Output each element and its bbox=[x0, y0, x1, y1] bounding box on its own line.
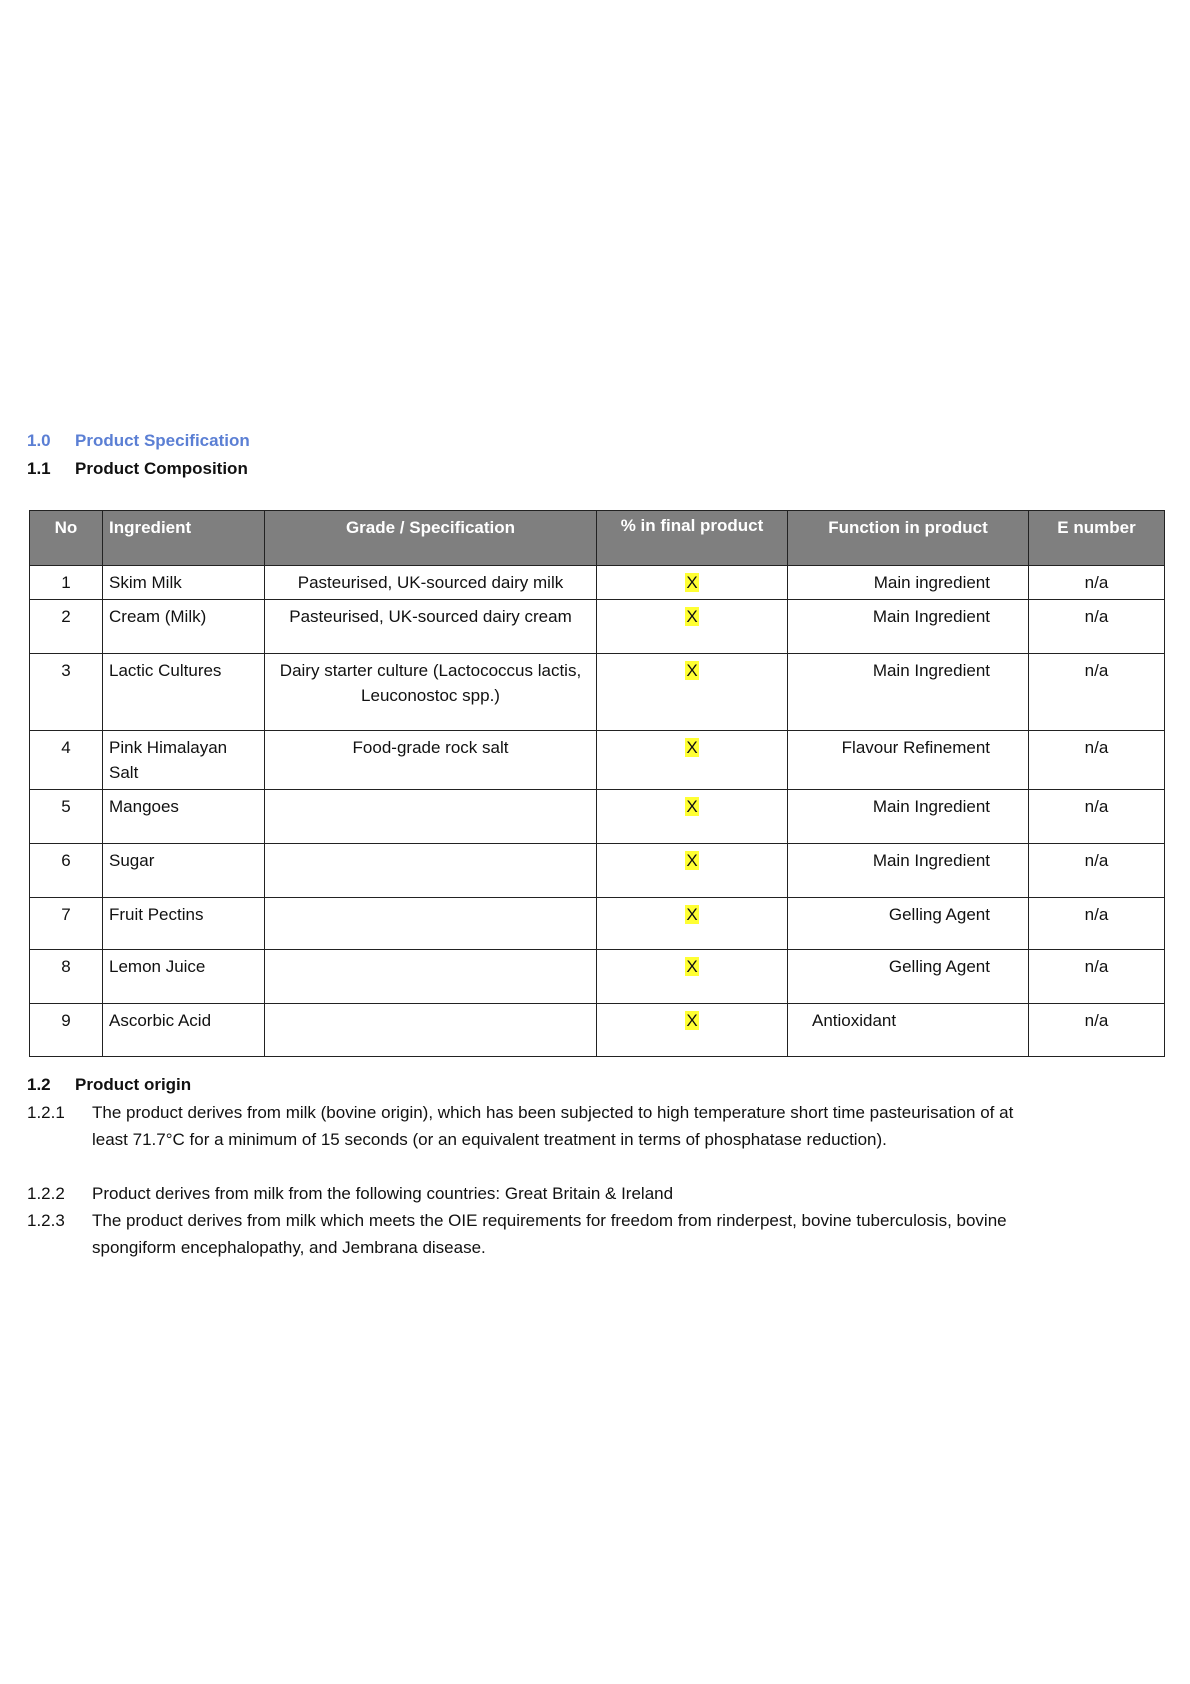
header-percent: % in final product bbox=[597, 511, 788, 566]
percent-placeholder: X bbox=[686, 1011, 698, 1030]
row-number-text: 8 bbox=[61, 957, 71, 976]
percent-cell bbox=[597, 731, 788, 790]
ingredient-cell bbox=[103, 950, 265, 1004]
function-cell bbox=[788, 844, 1029, 898]
heading-product-composition: 1.1 Product Composition bbox=[27, 459, 248, 478]
e-number-cell-text: n/a bbox=[1084, 957, 1109, 976]
function-cell-text: Main Ingredient bbox=[872, 607, 990, 626]
e-number-cell bbox=[1029, 898, 1165, 950]
ingredient-cell-text: Ascorbic Acid bbox=[109, 1011, 212, 1030]
percent-placeholder: X bbox=[686, 905, 698, 924]
ingredient-cell-text: Skim Milk bbox=[109, 573, 182, 592]
grade-cell bbox=[265, 1004, 597, 1057]
grade-cell bbox=[265, 600, 597, 654]
ingredient-cell bbox=[103, 898, 265, 950]
header-grade: Grade / Specification bbox=[265, 511, 597, 566]
e-number-cell bbox=[1029, 1004, 1165, 1057]
row-number bbox=[30, 1004, 103, 1057]
percent-cell bbox=[597, 654, 788, 731]
table-row bbox=[30, 600, 1165, 654]
function-cell-text: Main Ingredient bbox=[872, 851, 990, 870]
table-row bbox=[30, 898, 1165, 950]
function-cell bbox=[788, 1004, 1029, 1057]
row-number bbox=[30, 731, 103, 790]
percent-cell bbox=[597, 566, 788, 600]
e-number-cell bbox=[1029, 950, 1165, 1004]
grade-cell-text: Food-grade rock salt bbox=[352, 738, 509, 757]
table-row bbox=[30, 654, 1165, 731]
row-number bbox=[30, 566, 103, 600]
ingredient-cell-text: Lactic Cultures bbox=[109, 661, 222, 680]
e-number-cell-text: n/a bbox=[1084, 661, 1109, 680]
function-cell bbox=[788, 600, 1029, 654]
composition-table bbox=[29, 510, 1165, 1057]
table-header-row bbox=[30, 511, 1165, 566]
function-cell-text: Main ingredient bbox=[873, 573, 990, 592]
row-number-text: 7 bbox=[61, 905, 71, 924]
percent-cell bbox=[597, 898, 788, 950]
function-cell bbox=[788, 731, 1029, 790]
ingredient-cell-text: Cream (Milk) bbox=[109, 607, 207, 626]
grade-cell bbox=[265, 654, 597, 731]
table-row bbox=[30, 1004, 1165, 1057]
ingredient-cell-text: Pink Himalayan Salt bbox=[109, 738, 228, 782]
row-number-text: 9 bbox=[61, 1011, 71, 1030]
header-ingredient: Ingredient bbox=[103, 511, 265, 566]
ingredient-cell-text: Fruit Pectins bbox=[109, 905, 204, 924]
row-number bbox=[30, 950, 103, 1004]
row-number bbox=[30, 898, 103, 950]
percent-placeholder: X bbox=[686, 573, 698, 592]
table-row bbox=[30, 731, 1165, 790]
row-number-text: 4 bbox=[61, 738, 71, 757]
grade-cell bbox=[265, 790, 597, 844]
function-cell-text: Antioxidant bbox=[812, 1011, 897, 1030]
e-number-cell bbox=[1029, 844, 1165, 898]
ingredient-cell-text: Lemon Juice bbox=[109, 957, 206, 976]
percent-cell bbox=[597, 790, 788, 844]
table-row bbox=[30, 950, 1165, 1004]
e-number-cell bbox=[1029, 566, 1165, 600]
grade-cell bbox=[265, 566, 597, 600]
ingredient-cell bbox=[103, 790, 265, 844]
e-number-cell-text: n/a bbox=[1084, 607, 1109, 626]
table-row bbox=[30, 790, 1165, 844]
grade-cell-text: Pasteurised, UK-sourced dairy milk bbox=[297, 573, 564, 592]
ingredient-cell-text: Mangoes bbox=[109, 797, 179, 816]
grade-cell bbox=[265, 731, 597, 790]
grade-cell-text: Dairy starter culture (Lactococcus lactis, Leuconostoc spp.) bbox=[279, 661, 582, 705]
e-number-cell bbox=[1029, 731, 1165, 790]
percent-cell bbox=[597, 1004, 788, 1057]
row-number-text: 3 bbox=[61, 661, 71, 680]
percent-placeholder: X bbox=[686, 957, 698, 976]
function-cell bbox=[788, 790, 1029, 844]
ingredient-cell bbox=[103, 654, 265, 731]
origin-item: 1.2.1 The product derives from milk (bovine origin), which has been subjected to high temperature short time pasteurisation of at least 71.7°C for a minimum of 15 seconds (or an equivalent treatment in terms of phosphatase reduction). bbox=[27, 1103, 1014, 1149]
percent-placeholder: X bbox=[686, 661, 698, 680]
ingredient-cell bbox=[103, 844, 265, 898]
grade-cell bbox=[265, 950, 597, 1004]
function-cell bbox=[788, 654, 1029, 731]
origin-item: 1.2.2 Product derives from milk from the following countries: Great Britain & Ireland bbox=[27, 1184, 674, 1203]
ingredient-cell bbox=[103, 600, 265, 654]
row-number-text: 6 bbox=[61, 851, 71, 870]
row-number-text: 2 bbox=[61, 607, 71, 626]
percent-placeholder: X bbox=[686, 607, 698, 626]
e-number-cell-text: n/a bbox=[1084, 573, 1109, 592]
percent-placeholder: X bbox=[686, 851, 698, 870]
percent-placeholder: X bbox=[686, 797, 698, 816]
ingredient-cell-text: Sugar bbox=[109, 851, 155, 870]
e-number-cell-text: n/a bbox=[1084, 1011, 1109, 1030]
e-number-cell-text: n/a bbox=[1084, 797, 1109, 816]
e-number-cell bbox=[1029, 600, 1165, 654]
header-function: Function in product bbox=[788, 511, 1029, 566]
percent-placeholder: X bbox=[686, 738, 698, 757]
grade-cell-text: Pasteurised, UK-sourced dairy cream bbox=[289, 607, 572, 626]
function-cell-text: Main Ingredient bbox=[872, 797, 990, 816]
row-number bbox=[30, 654, 103, 731]
function-cell bbox=[788, 950, 1029, 1004]
header-no: No bbox=[30, 511, 103, 566]
table-row bbox=[30, 566, 1165, 600]
origin-item: 1.2.3 The product derives from milk which meets the OIE requirements for freedom from rinderpest, bovine tuberculosis, bovine spongiform encephalopathy, and Jembrana disease. bbox=[27, 1211, 1007, 1257]
e-number-cell bbox=[1029, 654, 1165, 731]
percent-cell bbox=[597, 844, 788, 898]
ingredient-cell bbox=[103, 1004, 265, 1057]
table-row bbox=[30, 844, 1165, 898]
function-cell-text: Flavour Refinement bbox=[841, 738, 990, 757]
row-number bbox=[30, 790, 103, 844]
percent-cell bbox=[597, 950, 788, 1004]
function-cell-text: Gelling Agent bbox=[888, 957, 990, 976]
header-e-number: E number bbox=[1029, 511, 1165, 566]
function-cell bbox=[788, 566, 1029, 600]
heading-product-specification: 1.0 Product Specification bbox=[27, 431, 250, 450]
e-number-cell-text: n/a bbox=[1084, 738, 1109, 757]
heading-product-origin: 1.2 Product origin bbox=[27, 1075, 192, 1094]
function-cell-text: Gelling Agent bbox=[888, 905, 990, 924]
row-number bbox=[30, 844, 103, 898]
ingredient-cell bbox=[103, 731, 265, 790]
row-number-text: 5 bbox=[61, 797, 71, 816]
function-cell bbox=[788, 898, 1029, 950]
grade-cell bbox=[265, 844, 597, 898]
ingredient-cell bbox=[103, 566, 265, 600]
row-number-text: 1 bbox=[61, 573, 71, 592]
row-number bbox=[30, 600, 103, 654]
e-number-cell bbox=[1029, 790, 1165, 844]
function-cell-text: Main Ingredient bbox=[872, 661, 990, 680]
e-number-cell-text: n/a bbox=[1084, 851, 1109, 870]
e-number-cell-text: n/a bbox=[1084, 905, 1109, 924]
percent-cell bbox=[597, 600, 788, 654]
grade-cell bbox=[265, 898, 597, 950]
